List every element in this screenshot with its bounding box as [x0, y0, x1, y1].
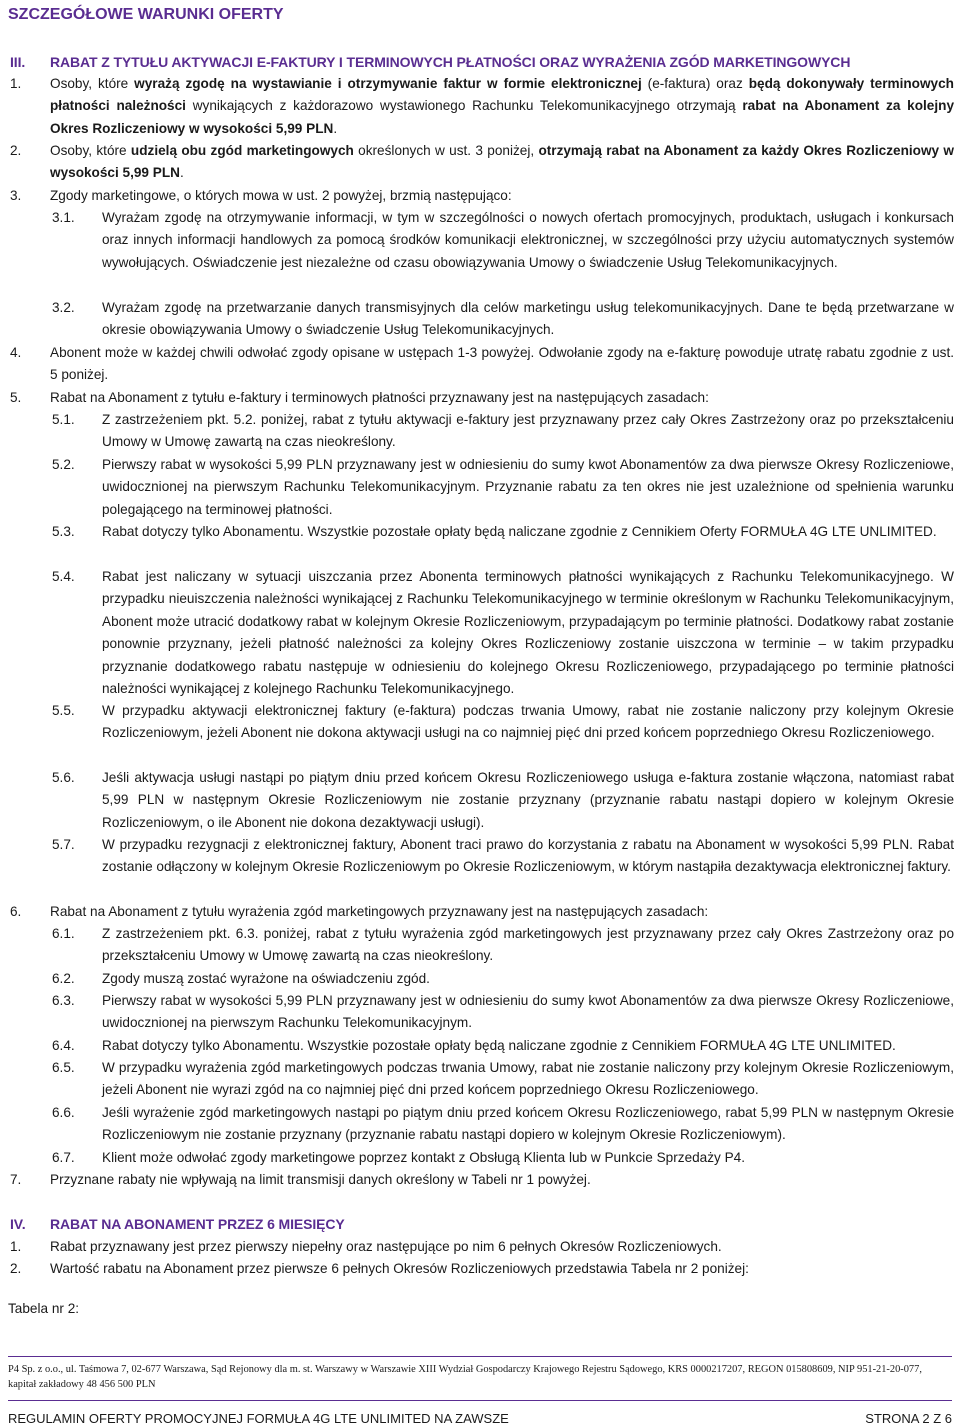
paragraph-text: Zgody marketingowe, o których mowa w ust. 2 powyżej, brzmią następująco: — [50, 188, 512, 203]
paragraph-iii-5-3 — [52, 521, 954, 543]
paragraph-number: 1. — [10, 1239, 22, 1254]
paragraph-text: W przypadku wyrażenia zgód marketingowych podczas trwania Umowy, rabat nie zostanie naliczony przy kolejnym Okresie Rozliczeniowym, jeżeli Abonent nie wyrazi zgód na co najmniej pięć dni przed końcem poprzedniego Okresu Rozliczeniowego. — [102, 1060, 954, 1098]
paragraph-number: 6. — [10, 904, 22, 919]
paragraph-text: Z zastrzeżeniem pkt. 5.2. poniżej, rabat z tytułu aktywacji e-faktury jest przyznawany przez cały Okres Zastrzeżony oraz po przekształceniu Umowy w Umowę zawartą na czas nieokreślony. — [102, 412, 954, 450]
paragraph-text: Jeśli aktywacja usługi nastąpi po piątym dniu przed końcem Okresu Rozliczeniowego usługa e-faktura zostanie włączona, natomiast rabat 5,99 PLN w następnym Okresie Rozliczeniowym nie zostanie przyznany (przyznanie rabatu nastąpi dopiero w kolejnym Okresie Rozliczeniowym, o ile Abonent nie dokona dezaktywacji usługi). — [102, 770, 954, 830]
paragraph-text: Wyrażam zgodę na przetwarzanie danych transmisyjnych dla celów marketingu usług telekomunikacyjnych. Dane te będą przetwarzane w okresie obowiązywania Umowy o świadczenie Usług Telekomunikacyjnych. — [102, 300, 954, 338]
paragraph-iii-6-6 — [52, 1102, 954, 1147]
paragraph-iii-5-2 — [52, 454, 954, 521]
paragraph-iii-3 — [10, 185, 954, 207]
paragraph-iii-1 — [10, 73, 954, 140]
paragraph-number: 4. — [10, 345, 22, 360]
paragraph-number: 6.7. — [52, 1150, 75, 1165]
paragraph-number: 3. — [10, 188, 22, 203]
paragraph-text: Osoby, które wyrażą zgodę na wystawianie i otrzymywanie faktur w formie elektronicznej (e-faktura) oraz będą dokonywały terminowych płatności należności wynikających z każdorazowo wystawionego Rachunku Telekomunikacyjnego otrzymają rabat na Abonament za kolejny Okres Rozliczeniowy w wysokości 5,99 PLN. — [50, 76, 955, 136]
paragraph-text: Rabat przyznawany jest przez pierwszy niepełny oraz następujące po nim 6 pełnych Okresów Rozliczeniowych. — [50, 1239, 722, 1254]
section-title: RABAT NA ABONAMENT PRZEZ 6 MIESIĘCY — [50, 1216, 345, 1232]
paragraph-number: 5.4. — [52, 569, 75, 584]
paragraph-iii-5-5 — [52, 700, 954, 745]
paragraph-iii-6-1 — [52, 923, 954, 968]
paragraph-iii-6-7 — [52, 1147, 954, 1169]
paragraph-iii-6-5 — [52, 1057, 954, 1102]
paragraph-number: 6.4. — [52, 1038, 75, 1053]
paragraph-iii-7 — [10, 1169, 954, 1191]
paragraph-text: Rabat na Abonament z tytułu e-faktury i terminowych płatności przyznawany jest na następujących zasadach: — [50, 390, 709, 405]
paragraph-iv-2 — [10, 1258, 954, 1280]
paragraph-text: Abonent może w każdej chwili odwołać zgody opisane w ustępach 1-3 powyżej. Odwołanie zgody na e-fakturę powoduje utratę rabatu zgodnie z ust. 5 poniżej. — [50, 345, 954, 383]
paragraph-text: Zgody muszą zostać wyrażone na oświadczeniu zgód. — [102, 971, 430, 986]
paragraph-iii-5-6 — [52, 767, 954, 834]
paragraph-number: 5.1. — [52, 412, 75, 427]
paragraph-number: 1. — [10, 76, 22, 91]
paragraph-number: 5.2. — [52, 457, 75, 472]
footer-divider — [8, 1356, 952, 1357]
paragraph-number: 7. — [10, 1172, 22, 1187]
section-number: III. — [10, 54, 26, 70]
paragraph-number: 2. — [10, 143, 22, 158]
paragraph-text: Wartość rabatu na Abonament przez pierwsze 6 pełnych Okresów Rozliczeniowych przedstawia Tabela nr 2 poniżej: — [50, 1261, 749, 1276]
paragraph-number: 6.1. — [52, 926, 75, 941]
table-caption: Tabela nr 2: — [8, 1301, 80, 1316]
paragraph-text: Jeśli wyrażenie zgód marketingowych nastąpi po piątym dniu przed końcem Okresu Rozliczeniowego, rabat 5,99 PLN w następnym Okresie Rozliczeniowym nie zostanie przyznany (przyznanie rabatu nastąpi dopiero w kolejnym Okresie Rozliczeniowym). — [102, 1105, 954, 1143]
paragraph-text: Pierwszy rabat w wysokości 5,99 PLN przyznawany jest w odniesieniu do sumy kwot Abonamentów za dwa pierwsze Okresy Rozliczeniowe, uwidocznionej na pierwszym Rachunku Telekomunikacyjnym. — [102, 993, 954, 1031]
paragraph-number: 6.3. — [52, 993, 75, 1008]
paragraph-text: Rabat dotyczy tylko Abonamentu. Wszystkie pozostałe opłaty będą naliczane zgodnie z Cennikiem FORMUŁA 4G LTE UNLIMITED. — [102, 1038, 896, 1053]
paragraph-iii-6 — [10, 901, 954, 923]
paragraph-iii-2 — [10, 140, 954, 185]
paragraph-number: 3.2. — [52, 300, 75, 315]
paragraph-iii-6-3 — [52, 990, 954, 1035]
paragraph-iii-6-4 — [52, 1035, 954, 1057]
paragraph-iii-5-1 — [52, 409, 954, 454]
paragraph-text: Pierwszy rabat w wysokości 5,99 PLN przyznawany jest w odniesieniu do sumy kwot Abonamentów za dwa pierwsze Okresy Rozliczeniowe, uwidocznionej na pierwszym Rachunku Telekomunikacyjnym. Przyznanie rabatu za ten okres nie jest uzależnione od spełnienia warunku polegającego na terminowej płatności. — [102, 457, 954, 517]
document-name: REGULAMIN OFERTY PROMOCYJNEJ FORMUŁA 4G LTE UNLIMITED NA ZAWSZE — [8, 1411, 509, 1424]
paragraph-iii-4 — [10, 342, 954, 387]
paragraph-iii-5 — [10, 387, 954, 409]
section-title: RABAT Z TYTUŁU AKTYWACJI E-FAKTURY I TERMINOWYCH PŁATNOŚCI ORAZ WYRAŻENIA ZGÓD MARKETINGOWYCH — [50, 54, 851, 70]
bottom-divider — [8, 1400, 952, 1401]
paragraph-number: 5.6. — [52, 770, 75, 785]
paragraph-number: 6.6. — [52, 1105, 75, 1120]
paragraph-text: Rabat jest naliczany w sytuacji uiszczania przez Abonenta terminowych płatności wynikających z Rachunku Telekomunikacyjnego. W przypadku nieuiszczenia należności wynikającej z Rachunku Telekomunikacyjnego w terminie określonym w Rachunku Telekomunikacyjnym, Abonent może utracić dodatkowy rabat w kolejnym Okresie Rozliczeniowym, przypadającym po terminie płatności. Dodatkowy rabat zostanie ponownie przyznany, jeżeli płatność należności za kolejny Okres Rozliczeniowy zostanie uiszczona w terminie – w takim przypadku przyznanie dodatkowego rabatu następuje w odniesieniu do kolejnego Okresu Rozliczeniowego, przypadającego po terminie płatności należności wynikającej z kolejnego Rachunku Telekomunikacyjnego. — [102, 569, 954, 697]
paragraph-number: 2. — [10, 1261, 22, 1276]
paragraph-number: 5.3. — [52, 524, 75, 539]
paragraph-iii-3-2 — [52, 297, 954, 342]
paragraph-text: Rabat na Abonament z tytułu wyrażenia zgód marketingowych przyznawany jest na następujących zasadach: — [50, 904, 709, 919]
paragraph-iv-1 — [10, 1236, 954, 1258]
paragraph-number: 5.7. — [52, 837, 75, 852]
paragraph-number: 5. — [10, 390, 22, 405]
paragraph-text: Wyrażam zgodę na otrzymywanie informacji, w tym w szczególności o nowych ofertach promocyjnych, produktach, usługach i konkursach oraz innych informacji handlowych za pomocą środków komunikacji elektronicznej, w szczególności przy użyciu automatycznych systemów wywołujących. Oświadczenie jest niezależne od czasu obowiązywania Umowy o świadczenie Usług Telekomunikacyjnych. — [102, 210, 954, 270]
paragraph-number: 6.5. — [52, 1060, 75, 1075]
paragraph-number: 5.5. — [52, 703, 75, 718]
page-number: STRONA 2 Z 6 — [865, 1411, 952, 1424]
paragraph-text: Przyznane rabaty nie wpływają na limit transmisji danych określony w Tabeli nr 1 powyżej. — [50, 1172, 591, 1187]
company-footer: P4 Sp. z o.o., ul. Taśmowa 7, 02-677 Warszawa, Sąd Rejonowy dla m. st. Warszawy w Warszawie XIII Wydział Gospodarczy Krajowego Rejestru Sądowego, KRS 0000217207, REGON 015808609, NIP 951-21-20-077, kapitał zakładowy 48 456 500 PLN — [8, 1364, 922, 1390]
paragraph-iii-5-7 — [52, 834, 954, 879]
paragraph-iii-5-4 — [52, 566, 954, 700]
paragraph-text: W przypadku aktywacji elektronicznej faktury (e-faktura) podczas trwania Umowy, rabat nie zostanie naliczony przy kolejnym Okresie Rozliczeniowym, jeżeli Abonent nie dokona aktywacji usługi na co najmniej pięć dni przed końcem poprzedniego Okresu Rozliczeniowego. — [102, 703, 954, 741]
section-number: IV. — [10, 1216, 26, 1232]
paragraph-iii-3-1 — [52, 207, 954, 274]
paragraph-text: Osoby, które udzielą obu zgód marketingowych określonych w ust. 3 poniżej, otrzymają rabat na Abonament za każdy Okres Rozliczeniowy w wysokości 5,99 PLN. — [50, 143, 954, 181]
paragraph-text: Z zastrzeżeniem pkt. 6.3. poniżej, rabat z tytułu wyrażenia zgód marketingowych jest przyznawany przez cały Okres Zastrzeżony oraz po przekształceniu Umowy w Umowę zawartą na czas nieokreślony. — [102, 926, 954, 964]
paragraph-iii-6-2 — [52, 968, 954, 990]
paragraph-number: 6.2. — [52, 971, 75, 986]
paragraph-text: Rabat dotyczy tylko Abonamentu. Wszystkie pozostałe opłaty będą naliczane zgodnie z Cennikiem Oferty FORMUŁA 4G LTE UNLIMITED. — [102, 524, 937, 539]
paragraph-text: Klient może odwołać zgody marketingowe poprzez kontakt z Obsługą Klienta lub w Punkcie Sprzedaży P4. — [102, 1150, 746, 1165]
page-title: SZCZEGÓŁOWE WARUNKI OFERTY — [8, 6, 284, 23]
paragraph-text: W przypadku rezygnacji z elektronicznej faktury, Abonent traci prawo do korzystania z rabatu na Abonament w wysokości 5,99 PLN. Rabat zostanie odłączony w kolejnym Okresie Rozliczeniowym po Okresie Rozliczeniowym, w którym nastąpiła dezaktywacja elektronicznej faktury. — [102, 837, 954, 875]
paragraph-number: 3.1. — [52, 210, 75, 225]
